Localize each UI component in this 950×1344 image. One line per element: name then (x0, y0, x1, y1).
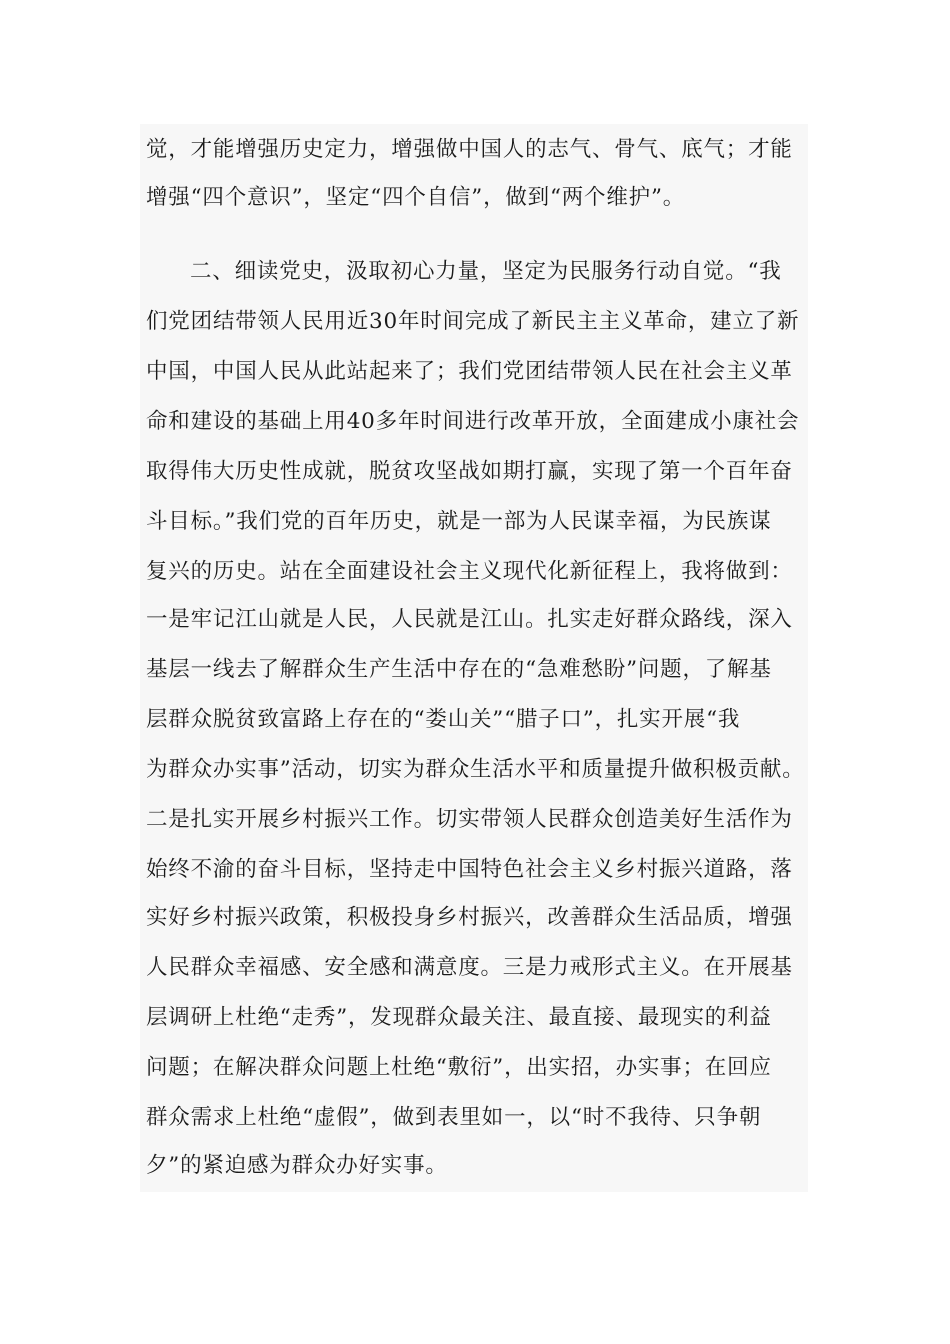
text-line: 斗目标。”我们党的百年历史，就是一部为人民谋幸福，为民族谋 (146, 509, 772, 534)
text-line: 始终不渝的奋斗目标，坚持走中国特色社会主义乡村振兴道路，落 (146, 857, 793, 882)
text-line: 中国，中国人民从此站起来了；我们党团结带领人民在社会主义革 (146, 359, 793, 384)
text-line: 层群众脱贫致富路上存在的“娄山关”“腊子口”，扎实开展“我 (146, 707, 741, 732)
text-line: 层调研上杜绝“走秀”，发现群众最关注、最直接、最现实的利益 (146, 1005, 772, 1030)
text-line: 人民群众幸福感、安全感和满意度。三是力戒形式主义。在开展基 (146, 955, 793, 980)
text-line: 一是牢记江山就是人民，人民就是江山。扎实走好群众路线，深入 (146, 607, 793, 632)
text-line: 实好乡村振兴政策，积极投身乡村振兴，改善群众生活品质，增强 (146, 905, 793, 930)
text-line: 取得伟大历史性成就，脱贫攻坚战如期打赢，实现了第一个百年奋 (146, 459, 793, 484)
text-line: 为群众办实事”活动，切实为群众生活水平和质量提升做积极贡献。 (146, 757, 805, 782)
text-line: 复兴的历史。站在全面建设社会主义现代化新征程上，我将做到： (146, 559, 793, 584)
text-line: 二、细读党史，汲取初心力量，坚定为民服务行动自觉。“我 (190, 259, 782, 284)
text-line: 基层一线去了解群众生产生活中存在的“急难愁盼”问题，了解基 (146, 657, 772, 682)
text-line: 群众需求上杜绝“虚假”，做到表里如一，以“时不我待、只争朝 (146, 1105, 762, 1130)
text-line: 增强“四个意识”，坚定“四个自信”，做到“两个维护”。 (146, 185, 686, 210)
text-line: 们党团结带领人民用近30年时间完成了新民主主义革命，建立了新 (146, 309, 800, 334)
text-line: 命和建设的基础上用40多年时间进行改革开放，全面建成小康社会 (146, 409, 800, 434)
text-line: 觉，才能增强历史定力，增强做中国人的志气、骨气、底气；才能 (146, 137, 793, 162)
text-line: 夕”的紧迫感为群众办好实事。 (146, 1153, 448, 1178)
text-line: 二是扎实开展乡村振兴工作。切实带领人民群众创造美好生活作为 (146, 807, 793, 832)
text-line: 问题；在解决群众问题上杜绝“敷衍”，出实招，办实事；在回应 (146, 1055, 772, 1080)
